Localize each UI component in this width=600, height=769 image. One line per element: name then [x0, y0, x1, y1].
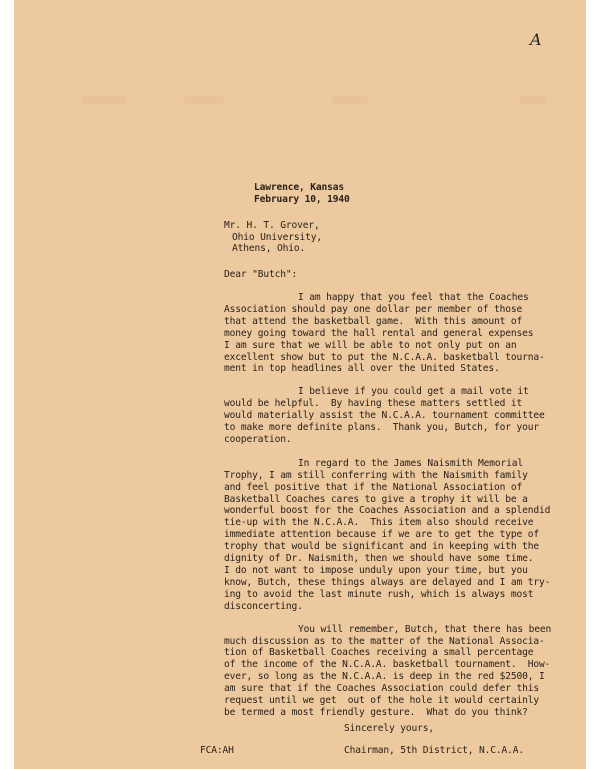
paragraph-1-line: money going toward the hall rental and general expenses [224, 327, 534, 339]
paragraph-3-line: know, Butch, these things always are delayed and I am try- [224, 576, 551, 588]
bleed-through-mark [82, 96, 126, 104]
paragraph-3-line: disconcerting. [224, 600, 303, 612]
paragraph-1-line: ment in top headlines all over the United States. [224, 363, 500, 375]
paragraph-2-line: to make more definite plans. Thank you, Butch, for your [224, 422, 540, 434]
signature-title: Chairman, 5th District, N.C.A.A. [344, 745, 525, 756]
paragraph-1-line: excellent show but to put the N.C.A.A. basketball tourna- [224, 351, 545, 363]
paragraph-1-line: I am happy that you feel that the Coaches [298, 291, 529, 303]
bleed-through-mark [519, 96, 547, 104]
paragraph-2-line: would be helpful. By having these matters settled it [224, 398, 523, 410]
initials: FCA:AH [200, 745, 234, 756]
addressee-line: Mr. H. T. Grover, [224, 219, 320, 231]
paragraph-4-line: of the income of the N.C.A.A. basketball tournament. How- [224, 659, 551, 671]
paragraph-3-line: wonderful boost for the Coaches Association and a splendid [224, 505, 551, 517]
paragraph-3-line: ing to avoid the last minute rush, which is always most [224, 588, 534, 600]
paragraph-3-line: and feel positive that if the National Association of [224, 481, 523, 493]
paragraph-4-line: am sure that if the Coaches Association could defer this [224, 683, 540, 695]
addressee-line: Ohio University, [232, 231, 323, 243]
paragraph-3-line: tie-up with the N.C.A.A. This item also should receive [224, 517, 534, 529]
paragraph-3-line: trophy that would be significant and in keeping with the [224, 541, 540, 553]
paragraph-4-line: tion of Basketball Coaches receiving a small percentage [224, 647, 534, 659]
paragraph-2-line: I believe if you could get a mail vote it [298, 386, 529, 398]
paragraph-4-line: You will remember, Butch, that there has been [298, 623, 552, 635]
paragraph-3-line: In regard to the James Naismith Memorial [298, 457, 524, 469]
closing: Sincerely yours, [344, 723, 435, 734]
paragraph-2-line: cooperation. [224, 434, 292, 445]
paragraph-3-line: dignity of Dr. Naismith, then we should have some time. [224, 553, 534, 565]
letter-page [14, 0, 586, 769]
handwritten-corner-mark: A [530, 30, 542, 49]
paragraph-3-line: I do not want to impose unduly upon your time, but you [224, 565, 528, 576]
paragraph-4-line: much discussion as to the matter of the National Associa- [224, 635, 545, 647]
letter-date: February 10, 1940 [254, 193, 350, 205]
letter-place: Lawrence, Kansas [254, 182, 345, 193]
paragraph-3-line: immediate attention because if we are to get the type of [224, 529, 540, 541]
paragraph-4-line: request until we get out of the hole it would certainly [224, 695, 540, 707]
paragraph-4-line: be termed a most friendly gesture. What do you think? [224, 707, 528, 718]
paragraph-1-line: Association should pay one dollar per member of those [224, 303, 523, 315]
paragraph-4-line: ever, so long as the N.C.A.A. is deep in the red $2500, I [224, 671, 545, 683]
paragraph-3-line: Trophy, I am still conferring with the Naismith family [224, 469, 528, 481]
paragraph-1-line: I am sure that we will be able to not only put on an [224, 339, 517, 351]
bleed-through-mark [332, 96, 368, 104]
addressee-line: Athens, Ohio. [232, 243, 306, 255]
paragraph-2-line: would materially assist the N.C.A.A. tournament committee [224, 410, 545, 422]
salutation: Dear "Butch": [224, 269, 298, 280]
paragraph-3-line: Basketball Coaches cares to give a trophy it will be a [224, 493, 528, 505]
paragraph-1-line: that attend the basketball game. With this amount of [224, 315, 523, 327]
bleed-through-mark [184, 96, 224, 104]
